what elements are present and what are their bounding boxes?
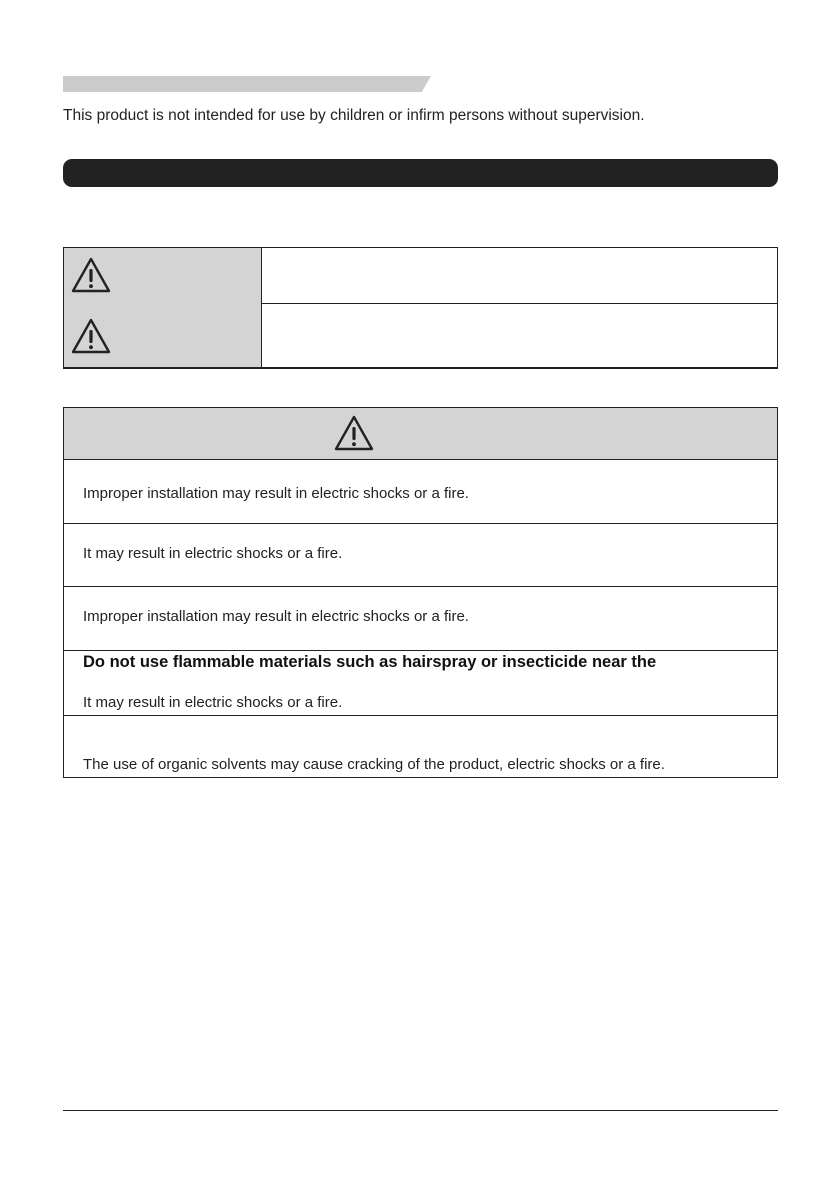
warning-text: Improper installation may result in electric shocks or a fire. [83,485,469,502]
warning-triangle-icon [333,414,375,452]
legend-description-cell [262,303,777,367]
warning-text: It may result in electric shocks or a fire. [83,545,343,562]
symbol-legend-table [63,247,778,369]
warning-table-header [64,408,777,460]
legend-symbol-cell [64,303,262,367]
legend-symbol-cell [64,248,262,303]
warning-text: The use of organic solvents may cause cracking of the product, electric shocks or a fire. [83,756,665,773]
warning-text: Improper installation may result in electric shocks or a fire. [83,608,469,625]
warning-title: Do not use flammable materials such as hairspray or insecticide near the [83,653,657,671]
warning-row [64,715,777,777]
footer-rule [63,1110,778,1111]
intro-text: This product is not intended for use by children or infirm persons without supervision. [63,107,645,124]
section-title-bar [63,159,778,187]
warning-row [64,650,777,716]
warning-table [63,407,778,778]
warning-text: It may result in electric shocks or a fire. [83,694,343,711]
warning-row [64,523,777,587]
legend-description-cell [262,248,777,303]
section-ribbon [63,76,431,92]
legend-row [64,303,777,367]
warning-triangle-icon [70,317,112,355]
warning-row [64,586,777,651]
warning-row [64,459,777,524]
legend-row [64,248,777,304]
warning-triangle-icon [70,256,112,294]
